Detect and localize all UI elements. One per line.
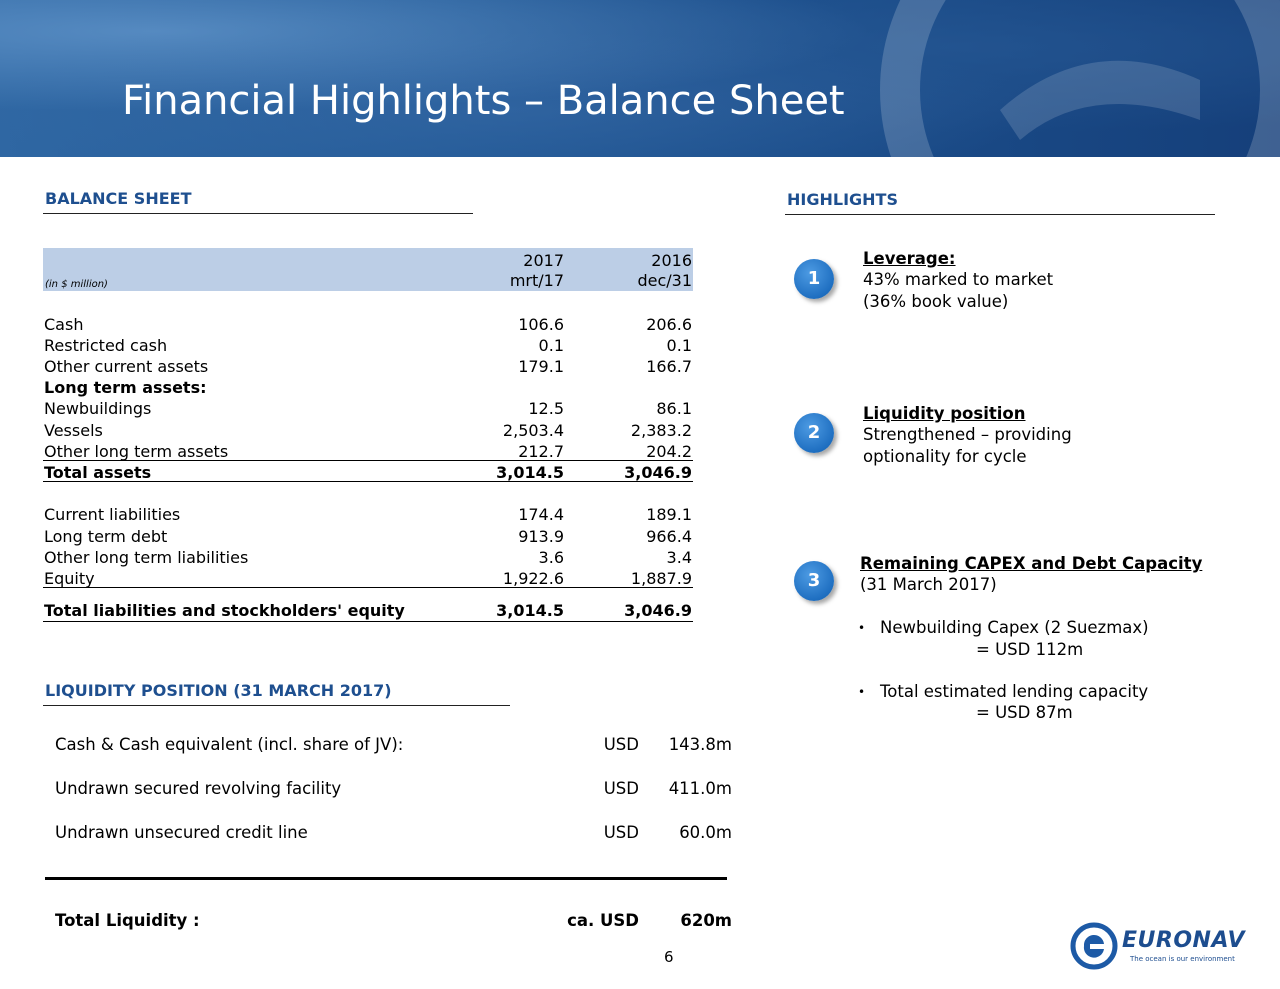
row-label-newbuildings: Newbuildings xyxy=(44,399,152,418)
unit-label: (in $ million) xyxy=(45,279,108,290)
row-value-2017: 174.4 xyxy=(518,505,564,524)
table-rule xyxy=(43,481,693,482)
liquidity-label: Cash & Cash equivalent (incl. share of JV): xyxy=(55,735,404,754)
liquidity-currency: USD xyxy=(603,779,639,798)
col-2017-date: mrt/17 xyxy=(509,271,564,290)
row-value-2017: 12.5 xyxy=(528,399,564,418)
highlights-title: HIGHLIGHTS xyxy=(787,190,898,209)
euronav-logo-icon xyxy=(1070,922,1118,970)
bullet-text: Newbuilding Capex (2 Suezmax) xyxy=(880,618,1149,637)
row-value-2016: 3,046.9 xyxy=(624,463,692,482)
section-divider xyxy=(43,705,510,706)
table-rule xyxy=(43,587,693,588)
row-value-2017: 212.7 xyxy=(518,442,564,461)
row-label-current-liabilities: Current liabilities xyxy=(44,505,181,524)
row-label-cash: Cash xyxy=(44,315,84,334)
row-value-2016: 3.4 xyxy=(666,548,692,567)
section-divider xyxy=(43,213,473,214)
highlight-badge-2: 2 xyxy=(794,413,834,453)
row-value-2017: 106.6 xyxy=(518,315,564,334)
liquidity-amount: 143.8m xyxy=(668,735,732,754)
col-2016-year: 2016 xyxy=(651,251,692,270)
row-value-2016: 206.6 xyxy=(646,315,692,334)
logo-tagline: The ocean is our environment xyxy=(1130,955,1235,963)
highlight-title-leverage: Leverage: xyxy=(863,249,956,268)
bullet-icon: • xyxy=(858,685,866,699)
row-value-2016: 1,887.9 xyxy=(630,569,692,588)
row-value-2017: 2,503.4 xyxy=(502,421,564,440)
row-value-2016: 166.7 xyxy=(646,357,692,376)
highlight-text: (31 March 2017) xyxy=(860,575,997,594)
highlight-title-liquidity: Liquidity position xyxy=(863,404,1026,423)
table-rule xyxy=(43,460,693,461)
col-2016-date: dec/31 xyxy=(637,271,692,290)
row-value-2016: 189.1 xyxy=(646,505,692,524)
euronav-watermark-icon xyxy=(880,0,1280,157)
row-value-2016: 966.4 xyxy=(646,527,692,546)
highlight-badge-3: 3 xyxy=(794,561,834,601)
row-label-long-term-assets: Long term assets: xyxy=(44,378,207,397)
row-value-2017: 3,014.5 xyxy=(496,601,564,620)
row-value-2016: 3,046.9 xyxy=(624,601,692,620)
highlight-text: 43% marked to market xyxy=(863,270,1054,289)
row-value-2017: 913.9 xyxy=(518,527,564,546)
liquidity-label: Undrawn secured revolving facility xyxy=(55,779,342,798)
bullet-value: = USD 112m xyxy=(976,640,1084,659)
row-value-2016: 2,383.2 xyxy=(630,421,692,440)
row-value-2017: 179.1 xyxy=(518,357,564,376)
table-rule xyxy=(43,621,693,622)
highlight-title-capex: Remaining CAPEX and Debt Capacity xyxy=(860,554,1203,573)
total-liquidity-currency: ca. USD xyxy=(567,911,639,930)
page-title: Financial Highlights – Balance Sheet xyxy=(122,78,845,124)
row-value-2016: 86.1 xyxy=(656,399,692,418)
row-value-2016: 0.1 xyxy=(666,336,692,355)
row-label-vessels: Vessels xyxy=(44,421,103,440)
balance-sheet-title: BALANCE SHEET xyxy=(45,189,192,208)
page-number: 6 xyxy=(664,948,674,966)
logo-wordmark: EURONAV xyxy=(1122,928,1246,953)
row-label-total-liabilities-equity: Total liabilities and stockholders' equity xyxy=(44,601,405,620)
highlight-text: optionality for cycle xyxy=(863,447,1027,466)
col-2017-year: 2017 xyxy=(523,251,564,270)
bullet-value: = USD 87m xyxy=(976,703,1073,722)
row-label-other-long-term-assets: Other long term assets xyxy=(44,442,229,461)
row-value-2017: 3,014.5 xyxy=(496,463,564,482)
total-liquidity-amount: 620m xyxy=(680,911,732,930)
row-label-long-term-debt: Long term debt xyxy=(44,527,168,546)
row-value-2017: 3.6 xyxy=(538,548,564,567)
row-label-total-assets: Total assets xyxy=(44,463,152,482)
row-label-other-current-assets: Other current assets xyxy=(44,357,209,376)
section-divider xyxy=(785,214,1215,215)
row-label-restricted-cash: Restricted cash xyxy=(44,336,168,355)
euronav-logo xyxy=(1070,920,1250,972)
bullet-icon: • xyxy=(858,621,866,635)
liquidity-amount: 60.0m xyxy=(679,823,732,842)
row-label-other-long-term-liabilities: Other long term liabilities xyxy=(44,548,249,567)
liquidity-title: LIQUIDITY POSITION (31 MARCH 2017) xyxy=(45,681,392,700)
table-header xyxy=(43,248,693,291)
row-value-2017: 1,922.6 xyxy=(502,569,564,588)
row-value-2016: 204.2 xyxy=(646,442,692,461)
row-label-equity: Equity xyxy=(44,569,95,588)
bullet-text: Total estimated lending capacity xyxy=(880,682,1149,701)
highlight-badge-1: 1 xyxy=(794,259,834,299)
highlight-text: (36% book value) xyxy=(863,292,1009,311)
total-liquidity-label: Total Liquidity : xyxy=(55,911,200,930)
liquidity-currency: USD xyxy=(603,735,639,754)
liquidity-total-rule xyxy=(45,877,727,880)
liquidity-label: Undrawn unsecured credit line xyxy=(55,823,308,842)
header-banner xyxy=(0,0,1280,157)
liquidity-amount: 411.0m xyxy=(668,779,732,798)
liquidity-currency: USD xyxy=(603,823,639,842)
highlight-text: Strengthened – providing xyxy=(863,425,1072,444)
row-value-2017: 0.1 xyxy=(538,336,564,355)
